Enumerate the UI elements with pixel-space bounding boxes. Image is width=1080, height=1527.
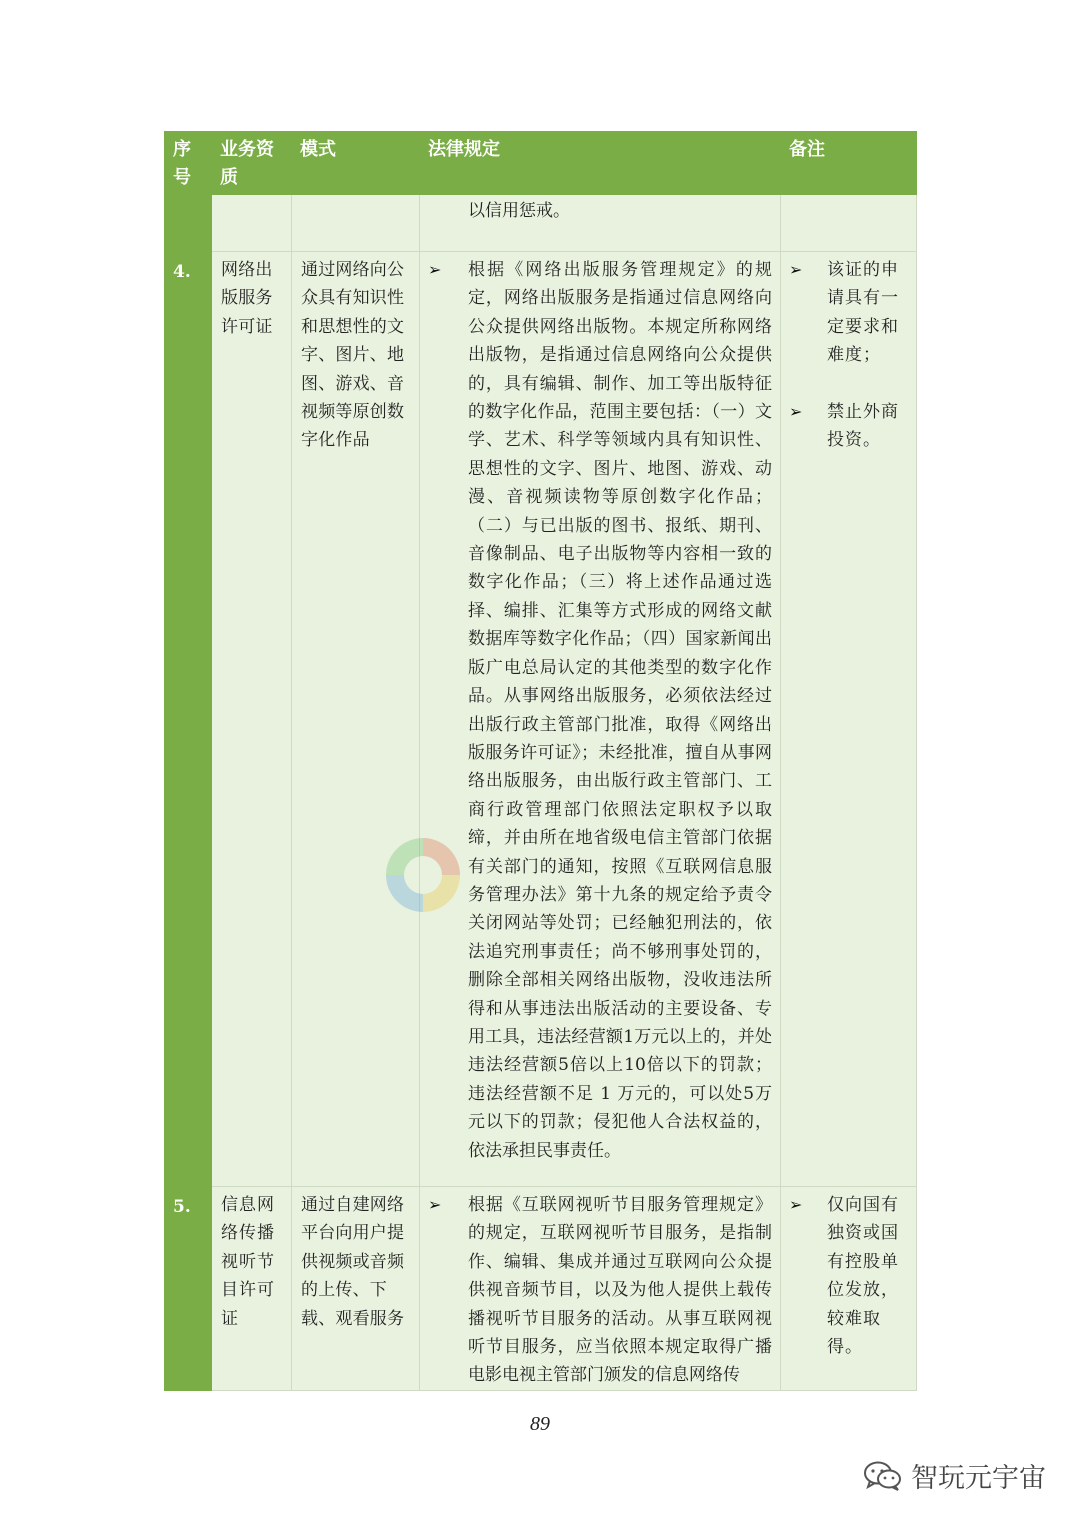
watermark-seal-logo: [378, 830, 468, 920]
row-number: 5.: [165, 1187, 212, 1391]
mode-cell: [292, 1187, 420, 1391]
law-cell: [420, 195, 781, 252]
watermark-text: 智玩元宇宙: [911, 1463, 1046, 1494]
arrowhead-bullet-icon: ➢: [789, 260, 803, 279]
watermark: [863, 1456, 1046, 1495]
law-text: 根据《网络出版服务管理规定》的规定，网络出版服务是指通过信息网络向公众提供网络出版物。本规定所称网络出版物，是指通过信息网络向公众提供的，具有编辑、制作、加工等出版特征的数字化作品，范围主要包括：（一）文学、艺术、科学等领域内具有知识性、思想性的文字、图片、地图、游戏、动漫、音视频读物等原创数字化作品；（二）与已出版的图书、报纸、期刊、音像制品、电子出版物等内容相一致的数字化作品；（三）将上述作品通过选择、编排、汇集等方式形成的网络文献数据库等数字化作品；（四）国家新闻出版广电总局认定的其他类型的数字化作品。从事网络出版服务，必须依法经过出版行政主管部门批准，取得《网络出版服务许可证》；未经批准，擅自从事网络出版服务，由出版行政主管部门、工商行政管理部门依照法定职权予以取缔，并由所在地省级电信主管部门依据有关部门的通知，按照《互联网信息服务管理办法》第十九条的规定给予责令关闭网站等处罚；已经触犯刑法的，依法追究刑事责任；尚不够刑事处罚的，删除全部相关网络出版物，没收违法所得和从事违法出版活动的主要设备、专用工具，违法经营额1万元以上的，并处违法经营额5倍以上10倍以下的罚款；违法经营额不足 1 万元的，可以处5万元以下的罚款；侵犯他人合法权益的，依法承担民事责任。: [468, 260, 772, 1161]
law-cell: [420, 1187, 781, 1391]
table-row-continuation: [165, 195, 917, 252]
row-number: 4.: [165, 252, 212, 1187]
page-number: 89: [530, 1413, 550, 1435]
qualification-cell: [212, 195, 292, 252]
remarks-cell: [781, 195, 917, 252]
header-mode: 模式: [292, 132, 420, 195]
table-header-row: [165, 132, 917, 195]
mode-text: 通过自建网络平台向用户提供视频或音频的上传、下载、观看服务: [301, 1195, 405, 1329]
arrowhead-bullet-icon: ➢: [789, 401, 803, 421]
remark-text: 禁止外商投资。: [827, 401, 899, 451]
law-continuation-text: 以信用惩戒。: [468, 201, 570, 221]
law-text: 根据《互联网视听节目服务管理规定》的规定，互联网视听节目服务，是指制作、编辑、集成并通过互联网向公众提供视音频节目，以及为他人提供上载传播视听节目服务的活动。从事互联网视听节目服务，应当依照本规定取得广播电影电视主管部门颁发的信息网络传: [468, 1195, 772, 1386]
law-cell: [420, 252, 781, 1187]
qualification-cell: [212, 1187, 292, 1391]
legal-requirements-table: [164, 131, 917, 1391]
wechat-icon: [863, 1460, 903, 1492]
remark-text: 该证的申请具有一定要求和难度；: [827, 260, 899, 366]
mode-cell: [292, 252, 420, 1187]
header-seq: 序号: [165, 132, 212, 195]
row-num-cell: [165, 195, 212, 252]
mode-text: 通过网络向公众具有知识性和思想性的文字、图片、地图、游戏、音视频等原创数字化作品: [301, 260, 405, 451]
mode-cell: [292, 195, 420, 252]
remarks-cell: [781, 252, 917, 1187]
header-remarks: 备注: [781, 132, 917, 195]
qualification-text: 信息网络传播视听节目许可证: [221, 1195, 275, 1329]
qualification-text: 网络出版服务许可证: [221, 260, 273, 337]
remarks-cell: [781, 1187, 917, 1391]
arrowhead-bullet-icon: ➢: [789, 1195, 803, 1214]
header-qualification: 业务资质: [212, 132, 292, 195]
remark-text: 仅向国有独资或国有控股单位发放，较难取得。: [827, 1195, 899, 1358]
qualification-cell: [212, 252, 292, 1187]
header-law: 法律规定: [420, 132, 781, 195]
arrowhead-bullet-icon: ➢: [428, 1195, 442, 1214]
table-row: [165, 252, 917, 1187]
arrowhead-bullet-icon: ➢: [428, 260, 442, 279]
table-row: [165, 1187, 917, 1391]
